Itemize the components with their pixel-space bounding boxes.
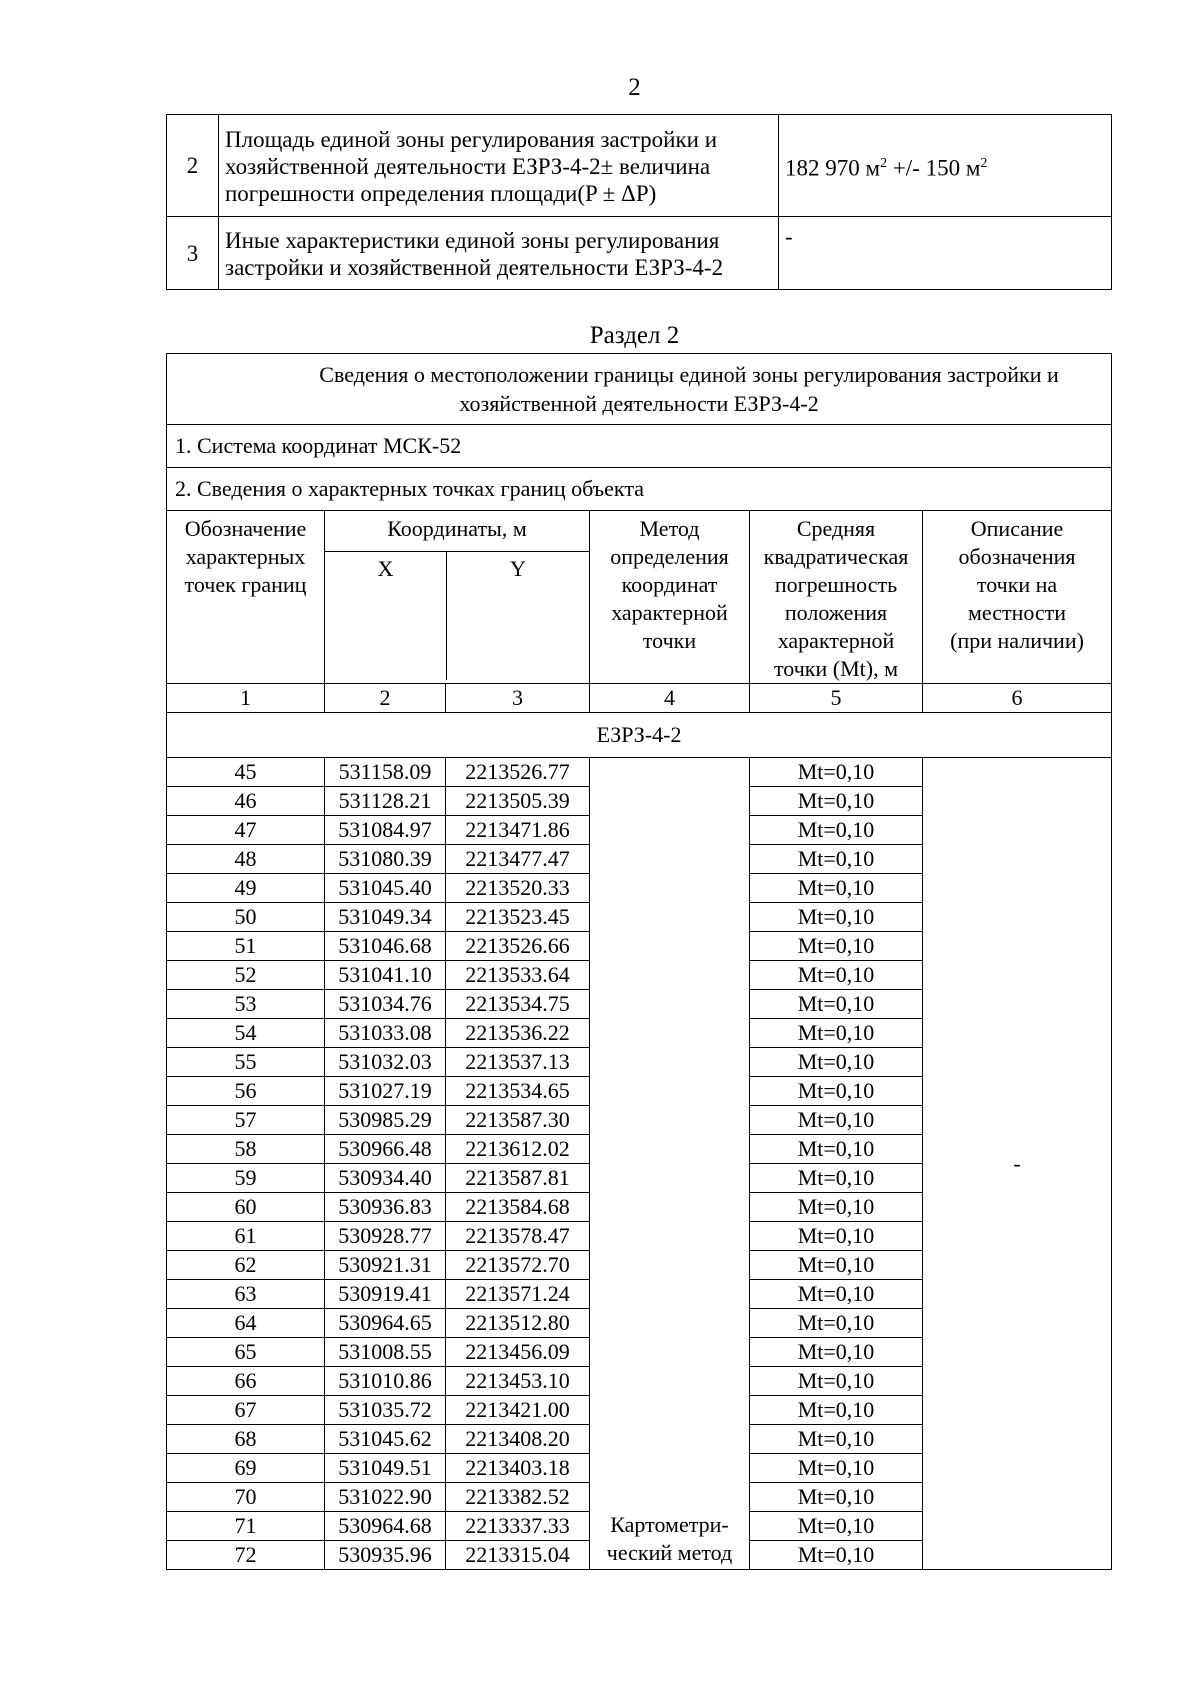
coord-y: 2213534.65 (446, 1077, 590, 1106)
area-value: 182 970 м (785, 155, 881, 181)
table-row (167, 217, 1112, 290)
mean-square-error: Mt=0,10 (750, 1048, 923, 1077)
mean-square-error: Mt=0,10 (750, 1396, 923, 1425)
mean-square-error: Mt=0,10 (750, 1454, 923, 1483)
coord-x: 530921.31 (325, 1251, 446, 1280)
coord-x: 531008.55 (325, 1338, 446, 1367)
mean-square-error: Mt=0,10 (750, 758, 923, 787)
coord-y: 2213456.09 (446, 1338, 590, 1367)
point-number: 45 (167, 758, 325, 787)
text-line: Площадь единой зоны регулирования застройки и (225, 127, 718, 152)
point-number: 59 (167, 1164, 325, 1193)
coord-x: 531041.10 (325, 961, 446, 990)
point-number: 46 (167, 787, 325, 816)
table-title-row (167, 354, 1112, 425)
coord-x: 530934.40 (325, 1164, 446, 1193)
coord-y: 2213477.47 (446, 845, 590, 874)
text-line: застройки и хозяйственной деятельности ЕЗРЗ-4-2 (225, 255, 724, 280)
characteristic-value: - (779, 217, 1112, 290)
points-body (167, 758, 1112, 1570)
header-line: погрешность (774, 572, 898, 597)
mean-square-error: Mt=0,10 (750, 1019, 923, 1048)
mean-square-error: Mt=0,10 (750, 990, 923, 1019)
coordinate-system: 1. Система координат МСК-52 (167, 425, 1112, 468)
point-number: 52 (167, 961, 325, 990)
header-y: Y (510, 556, 526, 581)
characteristic-name (219, 115, 779, 217)
coord-y: 2213612.02 (446, 1135, 590, 1164)
area-characteristics-table (166, 114, 1112, 290)
column-number: 1 (167, 684, 325, 713)
column-number: 6 (923, 684, 1112, 713)
text-line: Иные характеристики единой зоны регулирования (225, 228, 720, 253)
header-line: Обозначение (184, 516, 307, 541)
table-row (167, 468, 1112, 511)
point-number: 51 (167, 932, 325, 961)
coord-x: 531128.21 (325, 787, 446, 816)
mean-square-error: Mt=0,10 (750, 1164, 923, 1193)
header-coordinates (325, 511, 590, 684)
description-cell: - (923, 758, 1112, 1570)
header-line: Средняя (796, 516, 876, 541)
header-error (750, 511, 923, 684)
point-number: 67 (167, 1396, 325, 1425)
point-number: 57 (167, 1106, 325, 1135)
zone-label: ЕЗРЗ-4-2 (167, 713, 1112, 758)
coord-x: 531034.76 (325, 990, 446, 1019)
coord-x: 530964.68 (325, 1512, 446, 1541)
point-number: 70 (167, 1483, 325, 1512)
point-number: 49 (167, 874, 325, 903)
row-number: 3 (167, 217, 219, 290)
point-number: 72 (167, 1541, 325, 1570)
coord-y: 2213537.13 (446, 1048, 590, 1077)
text-line: хозяйственной деятельности ЕЗРЗ-4-2± величина (225, 154, 711, 179)
header-line: точки (642, 628, 697, 653)
point-number: 63 (167, 1280, 325, 1309)
coord-x: 531032.03 (325, 1048, 446, 1077)
point-number: 69 (167, 1454, 325, 1483)
header-point-designation (167, 511, 325, 684)
points-info: 2. Сведения о характерных точках границ объекта (167, 468, 1112, 511)
section-title: Раздел 2 (589, 322, 680, 349)
page-number: 2 (628, 74, 641, 101)
point-number: 62 (167, 1251, 325, 1280)
point-number: 55 (167, 1048, 325, 1077)
coord-x: 530928.77 (325, 1222, 446, 1251)
coord-y: 2213315.04 (446, 1541, 590, 1570)
mean-square-error: Mt=0,10 (750, 1338, 923, 1367)
table-row (167, 758, 1112, 787)
title-line: Сведения о местоположении границы единой зоны регулирования застройки и (319, 362, 1059, 387)
mean-square-error: Mt=0,10 (750, 816, 923, 845)
characteristic-name (219, 217, 779, 290)
coord-x: 530964.65 (325, 1309, 446, 1338)
coord-y: 2213533.64 (446, 961, 590, 990)
coord-y: 2213421.00 (446, 1396, 590, 1425)
point-number: 71 (167, 1512, 325, 1541)
mean-square-error: Mt=0,10 (750, 1251, 923, 1280)
mean-square-error: Mt=0,10 (750, 1425, 923, 1454)
coord-y: 2213587.30 (446, 1106, 590, 1135)
coord-y: 2213337.33 (446, 1512, 590, 1541)
header-line: характерной (611, 600, 728, 625)
header-line: точки на (976, 572, 1058, 597)
column-number: 5 (750, 684, 923, 713)
mean-square-error: Mt=0,10 (750, 874, 923, 903)
header-line: (при наличии) (950, 628, 1084, 653)
header-line: точки (Mt), м (773, 656, 899, 681)
point-number: 58 (167, 1135, 325, 1164)
mean-square-error: Mt=0,10 (750, 1367, 923, 1396)
coord-y: 2213382.52 (446, 1483, 590, 1512)
coord-y: 2213523.45 (446, 903, 590, 932)
point-number: 66 (167, 1367, 325, 1396)
table-row (167, 115, 1112, 217)
method-line: Картометри- (610, 1512, 729, 1537)
coord-x: 531022.90 (325, 1483, 446, 1512)
coord-x: 530919.41 (325, 1280, 446, 1309)
point-number: 64 (167, 1309, 325, 1338)
coord-y: 2213520.33 (446, 874, 590, 903)
column-number: 4 (590, 684, 750, 713)
method-line: ческий метод (606, 1540, 733, 1565)
unit-exponent: 2 (980, 155, 988, 171)
mean-square-error: Mt=0,10 (750, 1483, 923, 1512)
mean-square-error: Mt=0,10 (750, 961, 923, 990)
header-line: обозначения (958, 544, 1076, 569)
coord-x: 531027.19 (325, 1077, 446, 1106)
coord-x: 531046.68 (325, 932, 446, 961)
table-row (167, 425, 1112, 468)
coord-x: 531049.51 (325, 1454, 446, 1483)
column-number: 3 (446, 684, 590, 713)
column-number-row (167, 684, 1112, 713)
header-line: квадратическая (763, 544, 909, 569)
mean-square-error: Mt=0,10 (750, 845, 923, 874)
coord-x: 531033.08 (325, 1019, 446, 1048)
point-number: 50 (167, 903, 325, 932)
point-number: 54 (167, 1019, 325, 1048)
coord-y: 2213526.66 (446, 932, 590, 961)
row-number: 2 (167, 115, 219, 217)
mean-square-error: Mt=0,10 (750, 1222, 923, 1251)
coord-x: 530966.48 (325, 1135, 446, 1164)
point-number: 53 (167, 990, 325, 1019)
coord-y: 2213572.70 (446, 1251, 590, 1280)
coord-y: 2213536.22 (446, 1019, 590, 1048)
header-x: X (325, 552, 447, 680)
zone-row (167, 713, 1112, 758)
coord-x: 530936.83 (325, 1193, 446, 1222)
coord-y: 2213571.24 (446, 1280, 590, 1309)
header-line: координат (621, 572, 718, 597)
coord-y: 2213534.75 (446, 990, 590, 1019)
header-description (923, 511, 1112, 684)
header-coordinates-label: Координаты, м (325, 511, 589, 552)
coord-y: 2213453.10 (446, 1367, 590, 1396)
mean-square-error: Mt=0,10 (750, 787, 923, 816)
header-line: характерной (777, 628, 895, 653)
coord-y: 2213512.80 (446, 1309, 590, 1338)
mean-square-error: Mt=0,10 (750, 932, 923, 961)
header-line: характерных (185, 544, 306, 569)
coord-x: 531049.34 (325, 903, 446, 932)
coord-x: 530985.29 (325, 1106, 446, 1135)
header-line: Описание (970, 516, 1064, 541)
mean-square-error: Mt=0,10 (750, 1309, 923, 1338)
coord-x: 531084.97 (325, 816, 446, 845)
header-method (590, 511, 750, 684)
coord-x: 531010.86 (325, 1367, 446, 1396)
point-number: 56 (167, 1077, 325, 1106)
mean-square-error: Mt=0,10 (750, 903, 923, 932)
table-title (167, 354, 1112, 425)
column-number: 2 (325, 684, 446, 713)
mean-square-error: Mt=0,10 (750, 1106, 923, 1135)
coord-y: 2213587.81 (446, 1164, 590, 1193)
mean-square-error: Mt=0,10 (750, 1512, 923, 1541)
coord-y: 2213403.18 (446, 1454, 590, 1483)
coord-y: 2213526.77 (446, 758, 590, 787)
coord-x: 531045.40 (325, 874, 446, 903)
header-xy (325, 552, 589, 680)
mean-square-error: Mt=0,10 (750, 1280, 923, 1309)
point-number: 65 (167, 1338, 325, 1367)
header-line: положения (784, 600, 888, 625)
unit-exponent: 2 (880, 155, 888, 171)
header-line: точек границ (184, 572, 307, 597)
coord-y: 2213408.20 (446, 1425, 590, 1454)
header-line: Метод (639, 516, 700, 541)
coord-y: 2213471.86 (446, 816, 590, 845)
coord-x: 531158.09 (325, 758, 446, 787)
title-line: хозяйственной деятельности ЕЗРЗ-4-2 (459, 391, 819, 416)
point-number: 47 (167, 816, 325, 845)
method-cell (590, 758, 750, 1570)
point-number: 61 (167, 1222, 325, 1251)
header-line: местности (967, 600, 1067, 625)
coord-y: 2213578.47 (446, 1222, 590, 1251)
boundary-points-table (166, 353, 1112, 1570)
mean-square-error: Mt=0,10 (750, 1077, 923, 1106)
coord-y: 2213505.39 (446, 787, 590, 816)
coord-x: 530935.96 (325, 1541, 446, 1570)
point-number: 60 (167, 1193, 325, 1222)
header-row (167, 511, 1112, 684)
coord-y: 2213584.68 (446, 1193, 590, 1222)
characteristic-value (779, 115, 1112, 217)
header-line: определения (610, 544, 729, 569)
mean-square-error: Mt=0,10 (750, 1541, 923, 1570)
mean-square-error: Mt=0,10 (750, 1193, 923, 1222)
text-line: погрешности определения площади(P ± ΔP) (225, 181, 657, 206)
coord-x: 531045.62 (325, 1425, 446, 1454)
point-number: 68 (167, 1425, 325, 1454)
mean-square-error: Mt=0,10 (750, 1135, 923, 1164)
coord-x: 531080.39 (325, 845, 446, 874)
point-number: 48 (167, 845, 325, 874)
area-tolerance: +/- 150 м (887, 155, 981, 181)
coord-x: 531035.72 (325, 1396, 446, 1425)
